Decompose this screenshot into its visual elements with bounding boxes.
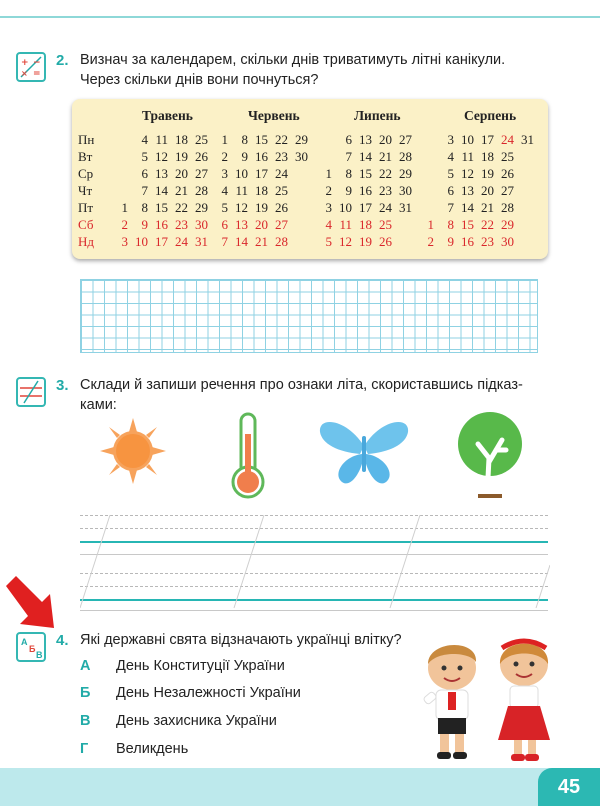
- task-question: Які державні свята відзначають українці влітку?: [80, 632, 402, 648]
- calendar-date: 6: [345, 132, 352, 147]
- calendar-date: 29: [195, 200, 208, 215]
- choice-task-icon: [16, 632, 46, 662]
- calendar-date: 5: [447, 166, 454, 181]
- calendar-date: 22: [175, 200, 188, 215]
- calendar-date: 1: [325, 166, 332, 181]
- calendar-date: 16: [155, 217, 168, 232]
- calendar-date: 26: [275, 200, 288, 215]
- calendar-date: 22: [481, 217, 494, 232]
- calendar-date: 3: [121, 234, 128, 249]
- calendar-date: 6: [447, 183, 454, 198]
- calendar-weekday: Нд: [78, 234, 95, 249]
- calendar-date: 4: [141, 132, 148, 147]
- calendar-date: 7: [447, 200, 454, 215]
- calendar-date: 6: [221, 217, 228, 232]
- calendar-date: 8: [447, 217, 454, 232]
- calendar-date: 29: [501, 217, 514, 232]
- calendar-date: 3: [447, 132, 454, 147]
- calendar-date: 27: [399, 132, 412, 147]
- calendar-date: 2: [121, 217, 128, 232]
- calendar-date: 26: [195, 149, 208, 164]
- calendar-date: 14: [461, 200, 474, 215]
- calendar-date: 20: [255, 217, 268, 232]
- calendar-date: 4: [325, 217, 332, 232]
- calendar-date: 27: [275, 217, 288, 232]
- calendar-date: 13: [235, 217, 248, 232]
- task-number: 2.: [56, 52, 69, 69]
- option-text[interactable]: День Конституції України: [116, 658, 285, 674]
- icon-letter: Б: [29, 644, 36, 654]
- calendar-date: 19: [481, 166, 494, 181]
- calendar-date: 13: [359, 132, 372, 147]
- calendar-date: 21: [255, 234, 268, 249]
- footer-band: [0, 768, 600, 806]
- calendar-date: 1: [221, 132, 228, 147]
- option-text[interactable]: День Незалежності України: [116, 685, 301, 701]
- calendar-date: 25: [501, 149, 514, 164]
- children-illustration: [412, 630, 562, 766]
- option-letter: Б: [80, 685, 91, 701]
- svg-text:×: ×: [21, 69, 28, 78]
- calendar-date: 19: [359, 234, 372, 249]
- calendar-date: 16: [255, 149, 268, 164]
- butterfly-icon: [316, 418, 412, 493]
- calendar-date: 21: [379, 149, 392, 164]
- answer-grid[interactable]: [80, 279, 538, 353]
- calendar-date: 25: [195, 132, 208, 147]
- calendar-month-name: Травень: [142, 108, 193, 123]
- thermometer-icon: [228, 412, 268, 505]
- page-number: 45: [538, 768, 600, 806]
- svg-text:=: =: [33, 69, 41, 79]
- calendar-date: 19: [175, 149, 188, 164]
- calendar-date: 8: [141, 200, 148, 215]
- calendar-date: 3: [221, 166, 228, 181]
- task-number: 4.: [56, 632, 69, 649]
- calendar-date: 2: [427, 234, 434, 249]
- calendar-date: 12: [155, 149, 168, 164]
- calendar-date: 1: [427, 217, 434, 232]
- option-letter: Г: [80, 741, 89, 757]
- calendar-date: 2: [221, 149, 228, 164]
- calendar-date: 28: [399, 149, 412, 164]
- icon-letter: В: [36, 650, 43, 660]
- calendar-date: 23: [481, 234, 494, 249]
- option-text[interactable]: День захисника України: [116, 713, 277, 729]
- calendar-date: 29: [399, 166, 412, 181]
- calendar: [72, 99, 548, 259]
- calendar-date: 25: [379, 217, 392, 232]
- calendar-date: 17: [359, 200, 372, 215]
- calendar-date: 11: [339, 217, 352, 232]
- calendar-date: 19: [255, 200, 268, 215]
- calendar-date: 5: [141, 149, 148, 164]
- calendar-date: 30: [295, 149, 308, 164]
- calendar-date: 2: [325, 183, 332, 198]
- calendar-date: 28: [195, 183, 208, 198]
- calendar-month-name: Червень: [248, 108, 300, 123]
- calendar-date: 20: [175, 166, 188, 181]
- calendar-date: 10: [461, 132, 474, 147]
- calendar-date: 18: [175, 132, 188, 147]
- calendar-weekday: Чт: [78, 183, 93, 198]
- calendar-weekday: Вт: [78, 149, 93, 164]
- calendar-date: 10: [135, 234, 148, 249]
- calendar-date: 13: [461, 183, 474, 198]
- option-letter: А: [80, 658, 91, 674]
- calendar-date: 8: [345, 166, 352, 181]
- calendar-date: 22: [275, 132, 288, 147]
- calendar-date: 28: [275, 234, 288, 249]
- top-band: [0, 0, 600, 18]
- calculation-task-icon: [16, 52, 46, 82]
- calendar-date: 1: [121, 200, 128, 215]
- calendar-date: 9: [447, 234, 454, 249]
- calendar-date: 12: [461, 166, 474, 181]
- calendar-date: 23: [275, 149, 288, 164]
- calendar-date: 26: [379, 234, 392, 249]
- tree-icon: [456, 410, 524, 505]
- calendar-date: 23: [379, 183, 392, 198]
- writing-task-icon: [16, 377, 46, 407]
- calendar-date: 17: [481, 132, 494, 147]
- calendar-weekday: Ср: [78, 166, 94, 181]
- pointer-arrow-icon: [2, 576, 60, 634]
- calendar-date: 4: [221, 183, 228, 198]
- calendar-date: 5: [325, 234, 332, 249]
- sun-icon: [100, 418, 166, 489]
- calendar-date: 17: [255, 166, 268, 181]
- calendar-date: 22: [379, 166, 392, 181]
- calendar-date: 15: [155, 200, 168, 215]
- task-text-line: Через скільки днів вони почнуться?: [80, 72, 319, 88]
- calendar-date: 11: [235, 183, 248, 198]
- calendar-date: 25: [275, 183, 288, 198]
- calendar-date: 5: [221, 200, 228, 215]
- calendar-weekday: Пн: [78, 132, 95, 147]
- calendar-month-name: Липень: [354, 108, 401, 123]
- calendar-date: 9: [241, 149, 248, 164]
- option-letter: В: [80, 713, 91, 729]
- option-text[interactable]: Великдень: [116, 741, 189, 757]
- calendar-date: 31: [399, 200, 412, 215]
- calendar-date: 9: [345, 183, 352, 198]
- calendar-date: 8: [241, 132, 248, 147]
- slant-guides: [80, 510, 550, 614]
- calendar-date: 11: [155, 132, 168, 147]
- calendar-date: 10: [339, 200, 352, 215]
- calendar-date: 15: [255, 132, 268, 147]
- calendar-date: 23: [175, 217, 188, 232]
- calendar-date: 20: [481, 183, 494, 198]
- calendar-date: 24: [379, 200, 392, 215]
- calendar-date: 15: [461, 217, 474, 232]
- calendar-date: 20: [379, 132, 392, 147]
- calendar-date: 18: [255, 183, 268, 198]
- task-text-line: Склади й запиши речення про ознаки літа, скориставшись підказ-: [80, 377, 523, 393]
- calendar-date: 3: [325, 200, 332, 215]
- calendar-date: 24: [175, 234, 188, 249]
- calendar-date: 16: [359, 183, 372, 198]
- calendar-date: 14: [235, 234, 248, 249]
- task-text-line: ками:: [80, 397, 117, 413]
- calendar-date: 26: [501, 166, 514, 181]
- calendar-weekday: Сб: [78, 217, 94, 232]
- calendar-date: 15: [359, 166, 372, 181]
- calendar-date: 18: [481, 149, 494, 164]
- icon-letter: А: [21, 637, 28, 647]
- calendar-date: 6: [141, 166, 148, 181]
- calendar-date: 13: [155, 166, 168, 181]
- calendar-date: 17: [155, 234, 168, 249]
- calendar-date: 11: [461, 149, 474, 164]
- calendar-date: 21: [175, 183, 188, 198]
- calendar-date: 9: [141, 217, 148, 232]
- calendar-date: 29: [295, 132, 308, 147]
- calendar-date: 27: [501, 183, 514, 198]
- calendar-date: 21: [481, 200, 494, 215]
- calendar-date: 28: [501, 200, 514, 215]
- calendar-date: 24: [501, 132, 514, 147]
- calendar-month-name: Серпень: [464, 108, 517, 123]
- calendar-date: 24: [275, 166, 288, 181]
- calendar-date: 14: [359, 149, 372, 164]
- calendar-date: 30: [399, 183, 412, 198]
- calendar-date: 16: [461, 234, 474, 249]
- calendar-date: 10: [235, 166, 248, 181]
- calendar-date: 27: [195, 166, 208, 181]
- task-text-line: Визнач за календарем, скільки днів триватимуть літні канікули.: [80, 52, 506, 68]
- calendar-date: 4: [447, 149, 454, 164]
- calendar-date: 18: [359, 217, 372, 232]
- calendar-date: 7: [345, 149, 352, 164]
- calendar-weekday: Пт: [78, 200, 94, 215]
- calendar-date: 7: [141, 183, 148, 198]
- svg-text:+: +: [21, 58, 29, 68]
- calendar-date: 12: [339, 234, 352, 249]
- calendar-date: 31: [521, 132, 534, 147]
- calendar-date: 12: [235, 200, 248, 215]
- svg-text:−: −: [33, 58, 41, 68]
- calendar-date: 7: [221, 234, 228, 249]
- calendar-date: 30: [501, 234, 514, 249]
- task-number: 3.: [56, 377, 69, 394]
- calendar-date: 31: [195, 234, 208, 249]
- calendar-date: 14: [155, 183, 168, 198]
- calendar-date: 30: [195, 217, 208, 232]
